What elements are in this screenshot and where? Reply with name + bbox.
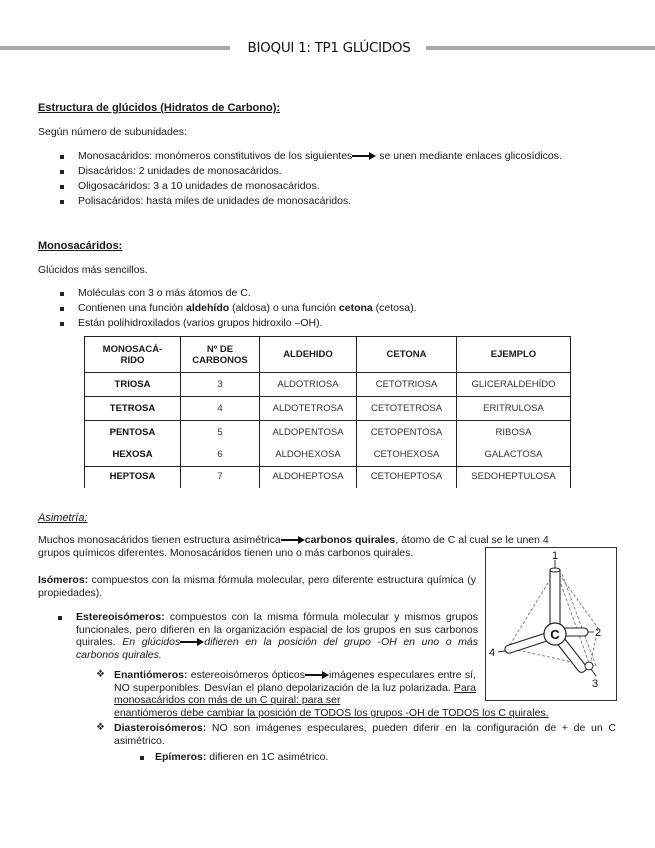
list-item: Disacáridos: 2 unidades de monosacáridos. (38, 164, 638, 179)
svg-text:2: 2 (595, 627, 602, 639)
arrow-right-icon (352, 152, 376, 160)
table-header-cell: ALDEHIDO (260, 337, 357, 373)
estereoisomeros-item: Estereoisómeros: compuestos con la misma fórmula molecular y mismos grupos funcionales, pero difieren en la organización espacial de los grupos en sus carbonos quirales. En glúcidos difieren en la posición del grupo -OH en uno o más carbonos quirales. (58, 611, 478, 661)
square-bullet-icon (140, 756, 144, 760)
arrow-right-icon (305, 671, 329, 679)
monosacaridos-list (38, 286, 638, 331)
list-item: Contienen una función aldehído (aldosa) o una función cetona (cetosa). (38, 301, 638, 316)
section-title-asimetria: Asimetría: (38, 512, 88, 524)
table-row: TETROSA 4 ALDOTETROSA CETOTETROSA ERITRULOSA (85, 397, 571, 421)
arrow-right-icon (281, 536, 305, 544)
svg-text:1: 1 (552, 550, 559, 562)
section-title-estructura: Estructura de glúcidos (Hidratos de Carbono): (38, 102, 281, 114)
estructura-intro: Según número de subunidades: (38, 126, 187, 138)
table-header-row (85, 337, 571, 373)
enantiomeros-item: ❖ Enantiómeros: estereoisómeros ópticos imágenes especulares entre sí, NO superponibles. Desvían el plano depolarización de la luz polarizada. Para monosacáridos con más de un C quiral: para ser (96, 669, 476, 706)
square-bullet-icon (60, 170, 64, 174)
square-bullet-icon (60, 292, 64, 296)
svg-text:C: C (550, 627, 560, 642)
header-rule-right (426, 46, 655, 50)
table-header-cell: Nº DE CARBONOS (181, 337, 260, 373)
list-item: Están polihidroxilados (varios grupos hidroxilo –OH). (38, 316, 638, 331)
page-title: BIOQUI 1: TP1 GLÚCIDOS (247, 40, 411, 56)
list-item: Monosacáridos: monómeros constitutivos de los siguientes se unen mediante enlaces glicosídicos. (38, 149, 638, 164)
monosacaridos-intro: Glúcidos más sencillos. (38, 264, 148, 276)
table-header-cell: EJEMPLO (457, 337, 571, 373)
list-item: Oligosacáridos: 3 a 10 unidades de monosacáridos. (38, 179, 638, 194)
isomeros-paragraph: Isómeros: compuestos con la misma fórmula molecular, pero diferente estructura química (y propiedades). (38, 574, 476, 599)
asimetria-paragraph: Muchos monosacáridos tienen estructura asimétrica carbonos quirales, átomo de C al cual se le unen 4 grupos químicos diferentes. Monosacáridos tienen uno o más carbonos quirales. (38, 534, 549, 559)
table-header-cell: MONOSACÁ- RIDO (85, 337, 181, 373)
diamond-bullet-icon: ❖ (96, 722, 105, 733)
table-row: TRIOSA 3 ALDOTRIOSA CETOTRIOSA GLICERALDEHÍDO (85, 373, 571, 397)
square-bullet-icon (60, 155, 64, 159)
table-row: PENTOSA 5 ALDOPENTOSA CETOPENTOSA RIBOSA (85, 421, 571, 444)
chiral-carbon-diagram (485, 547, 617, 701)
table-row: HEXOSA 6 ALDOHEXOSA CETOHEXOSA GALACTOSA (85, 444, 571, 467)
square-bullet-icon (60, 307, 64, 311)
diamond-bullet-icon: ❖ (96, 669, 105, 680)
table-row: HEPTOSA 7 ALDOHEPTOSA CETOHEPTOSA SEDOHEPTULOSA (85, 467, 571, 488)
square-bullet-icon (60, 200, 64, 204)
enantiomeros-underlined-line: enantiómeros debe cambiar la posición de TODOS los grupos -OH de TODOS los C quirales. (114, 707, 549, 719)
svg-text:4: 4 (489, 647, 496, 659)
list-item: Moléculas con 3 o más átomos de C. (38, 286, 638, 301)
table-header-cell: CETONA (357, 337, 457, 373)
arrow-right-icon (180, 638, 204, 646)
diasteroisomeros-item: ❖ Diasteroisómeros: NO son imágenes especulares, pueden diferir en la configuración de + de un C asimétrico. (96, 722, 616, 747)
square-bullet-icon (60, 322, 64, 326)
epimeros-item: Epímeros: difieren en 1C asimétrico. (140, 751, 328, 764)
monosacaridos-table (84, 336, 571, 488)
header-rule-left (0, 46, 230, 50)
svg-text:3: 3 (592, 678, 599, 690)
section-title-monosacaridos: Monosacáridos: (38, 240, 123, 252)
tetrahedral-carbon-icon (486, 548, 616, 700)
page-header (0, 40, 655, 56)
square-bullet-icon (60, 185, 64, 189)
estructura-list (38, 149, 638, 209)
square-bullet-icon (58, 616, 62, 620)
list-item: Polisacáridos: hasta miles de unidades de monosacáridos. (38, 194, 638, 209)
